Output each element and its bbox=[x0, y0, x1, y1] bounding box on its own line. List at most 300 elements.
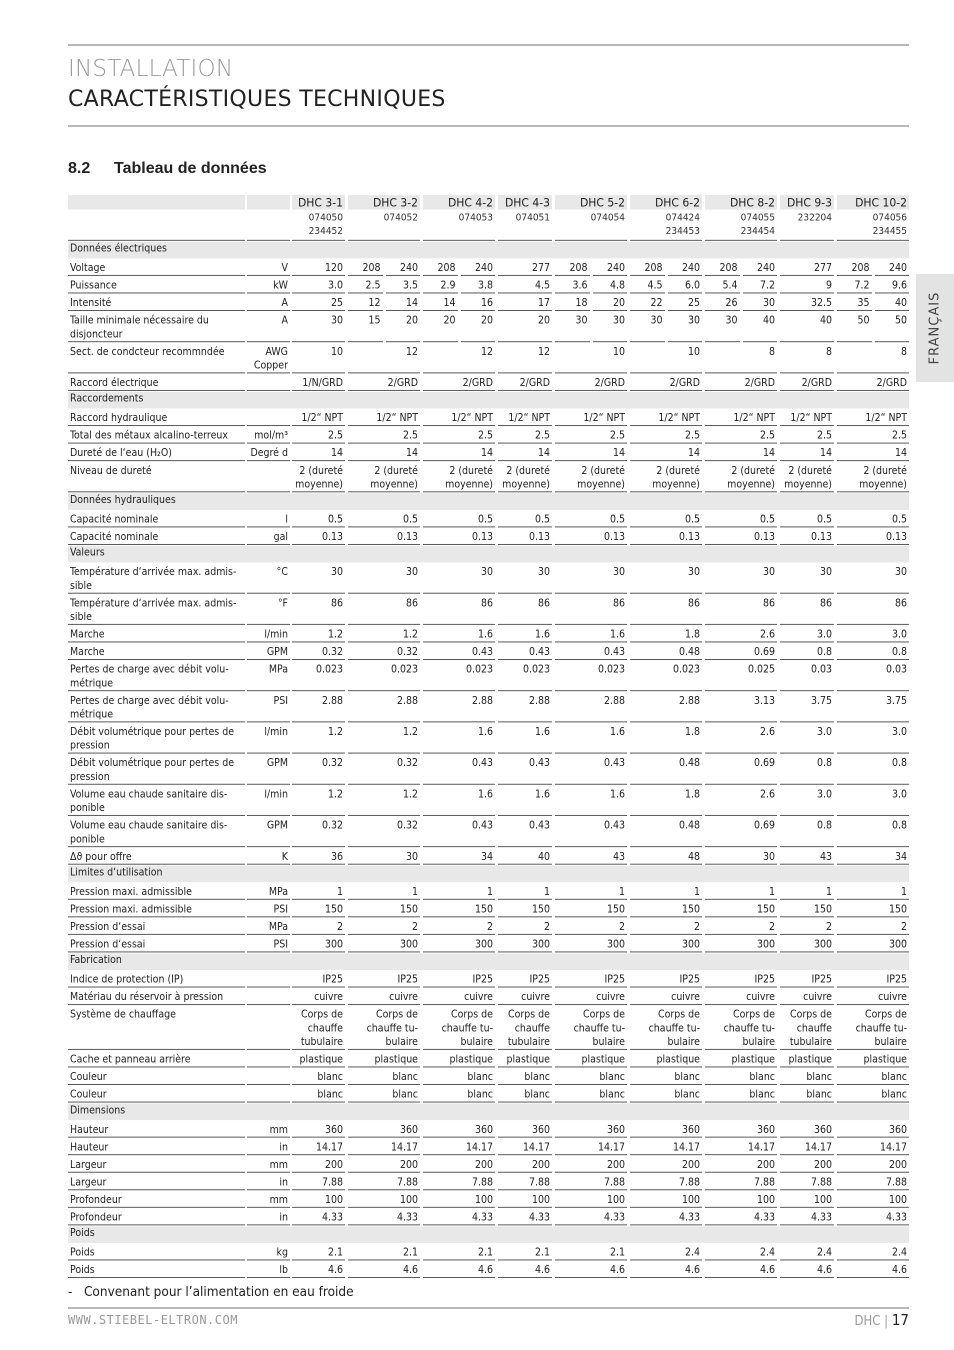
table-cell-value: 2 (dureté moyenne) bbox=[423, 462, 495, 492]
row-cell bbox=[630, 427, 702, 444]
table-row bbox=[68, 883, 909, 900]
row-cell bbox=[630, 1174, 702, 1191]
row-cell bbox=[423, 723, 495, 753]
row-cell bbox=[780, 409, 834, 426]
row-cell bbox=[705, 343, 777, 373]
model-code: 234452 bbox=[308, 226, 343, 237]
table-cell-value: 0.32 bbox=[348, 817, 420, 847]
row-cell bbox=[630, 1261, 702, 1278]
row-values bbox=[292, 277, 909, 294]
model-code: 074053 bbox=[458, 212, 493, 224]
row-cell bbox=[780, 427, 834, 444]
row-cell bbox=[705, 848, 777, 865]
row-cell bbox=[423, 1244, 495, 1261]
row-unit: °C bbox=[247, 563, 290, 593]
table-cell-value: 30 bbox=[555, 563, 627, 593]
table-cell-value: blanc bbox=[348, 1068, 420, 1085]
model-name: DHC 4-2 bbox=[423, 195, 495, 210]
row-cell bbox=[555, 1086, 627, 1103]
footnote: - Convenant pour l’alimentation en eau froide bbox=[68, 1284, 354, 1300]
row-unit bbox=[247, 374, 290, 391]
row-cell bbox=[555, 1121, 627, 1138]
table-cell-value: Corps de chauffe tubulaire bbox=[498, 1006, 552, 1050]
table-cell-value: 0.5 bbox=[780, 511, 834, 528]
row-cell bbox=[348, 462, 420, 492]
row-cell bbox=[705, 1191, 777, 1208]
table-cell-value: 20 bbox=[593, 294, 628, 311]
table-cell-value: 1.6 bbox=[555, 626, 627, 643]
row-cell bbox=[348, 786, 420, 816]
table-row bbox=[68, 723, 909, 753]
row-cell bbox=[780, 528, 834, 545]
table-row bbox=[68, 1006, 909, 1050]
row-unit: l/min bbox=[247, 723, 290, 753]
row-label: Largeur bbox=[68, 1156, 245, 1173]
row-cell bbox=[630, 409, 702, 426]
table-cell-value: 2/GRD bbox=[498, 374, 552, 391]
row-cell bbox=[630, 901, 702, 918]
row-cell bbox=[837, 1139, 909, 1156]
table-cell-value: 50 bbox=[837, 312, 872, 342]
table-cell-value: 1.6 bbox=[498, 626, 552, 643]
model-code: 074055 bbox=[740, 212, 775, 224]
row-cell bbox=[348, 528, 420, 545]
table-cell-value: 240 bbox=[461, 259, 496, 276]
row-cell bbox=[292, 445, 345, 462]
table-cell-value: 1.2 bbox=[292, 723, 345, 753]
row-values bbox=[292, 1086, 909, 1103]
table-row bbox=[68, 595, 909, 625]
row-cell bbox=[630, 595, 702, 625]
table-cell-value: 14 bbox=[705, 445, 777, 462]
row-cell bbox=[555, 1261, 627, 1278]
table-cell-value: 7.88 bbox=[630, 1174, 702, 1191]
model-code: 074051 bbox=[515, 212, 550, 224]
row-cell bbox=[292, 643, 345, 660]
row-cell bbox=[780, 936, 834, 953]
table-cell-value: 2.88 bbox=[498, 692, 552, 722]
table-cell-value: 4.6 bbox=[423, 1261, 495, 1278]
row-values bbox=[292, 883, 909, 900]
row-cell bbox=[837, 294, 909, 311]
row-cell bbox=[423, 374, 495, 391]
row-unit: l/min bbox=[247, 626, 290, 643]
table-cell-value: 1/2“ NPT bbox=[292, 409, 345, 426]
row-cell bbox=[705, 971, 777, 988]
row-cell bbox=[292, 1209, 345, 1226]
table-cell-value: 208 bbox=[630, 259, 665, 276]
row-cell bbox=[498, 259, 552, 276]
row-cell bbox=[705, 511, 777, 528]
row-cell bbox=[630, 883, 702, 900]
row-cell bbox=[498, 1261, 552, 1278]
row-cell bbox=[780, 1121, 834, 1138]
row-unit: MPa bbox=[247, 883, 290, 900]
footer-url[interactable]: WWW.STIEBEL-ELTRON.COM bbox=[68, 1313, 238, 1327]
table-cell-value: 1/2“ NPT bbox=[498, 409, 552, 426]
table-cell-value: 30 bbox=[348, 848, 420, 865]
row-cell bbox=[780, 901, 834, 918]
row-label: Pression maxi. admissible bbox=[68, 901, 245, 918]
table-cell-value: 30 bbox=[630, 563, 702, 593]
row-label: Pertes de charge avec débit volu-métrique bbox=[68, 661, 245, 691]
row-cell bbox=[423, 883, 495, 900]
row-cell bbox=[498, 786, 552, 816]
row-label: Volume eau chaude sanitaire dis-ponible bbox=[68, 817, 245, 847]
row-cell bbox=[498, 1051, 552, 1068]
row-cell bbox=[780, 723, 834, 753]
row-label: Hauteur bbox=[68, 1121, 245, 1138]
table-cell-value: 0.43 bbox=[498, 817, 552, 847]
row-cell bbox=[630, 1191, 702, 1208]
table-cell-value: 14 bbox=[423, 294, 458, 311]
table-cell-value: plastique bbox=[348, 1051, 420, 1068]
row-cell bbox=[292, 1086, 345, 1103]
table-cell-value: 14 bbox=[348, 445, 420, 462]
row-cell bbox=[630, 1068, 702, 1085]
table-cell-value: 2/GRD bbox=[423, 374, 495, 391]
table-cell-value: 208 bbox=[837, 259, 872, 276]
table-cell-value: 1/2“ NPT bbox=[630, 409, 702, 426]
table-cell-value: Corps de chauffe tubulaire bbox=[292, 1006, 345, 1050]
row-cell bbox=[348, 595, 420, 625]
row-cell bbox=[780, 755, 834, 785]
table-cell-value: 2/GRD bbox=[630, 374, 702, 391]
table-cell-value: cuivre bbox=[292, 988, 345, 1005]
row-cell bbox=[630, 1209, 702, 1226]
table-cell-value: 0.69 bbox=[705, 817, 777, 847]
table-cell-value: 0.32 bbox=[348, 755, 420, 785]
table-cell-value: 3.0 bbox=[837, 786, 909, 816]
row-cell bbox=[348, 409, 420, 426]
row-cell bbox=[837, 786, 909, 816]
data-table bbox=[68, 195, 909, 1278]
row-cell bbox=[705, 1068, 777, 1085]
row-cell bbox=[498, 883, 552, 900]
row-cell bbox=[780, 971, 834, 988]
table-group-header: Limites d‘utilisation bbox=[68, 866, 909, 883]
row-cell bbox=[292, 462, 345, 492]
table-cell-value: 2.6 bbox=[705, 723, 777, 753]
row-cell bbox=[423, 445, 495, 462]
row-cell bbox=[498, 723, 552, 753]
row-cell bbox=[837, 901, 909, 918]
row-cell bbox=[630, 848, 702, 865]
row-cell bbox=[780, 1068, 834, 1085]
row-cell bbox=[292, 626, 345, 643]
row-cell bbox=[498, 277, 552, 294]
table-cell-value: 360 bbox=[498, 1121, 552, 1138]
row-cell bbox=[292, 901, 345, 918]
table-row bbox=[68, 918, 909, 935]
row-cell bbox=[630, 563, 702, 593]
row-values bbox=[292, 936, 909, 953]
table-row bbox=[68, 427, 909, 444]
table-cell-value: Corps de chauffe tu-bulaire bbox=[423, 1006, 495, 1050]
table-cell-value: blanc bbox=[292, 1068, 345, 1085]
row-unit: A bbox=[247, 294, 290, 311]
table-row bbox=[68, 445, 909, 462]
row-cell bbox=[780, 277, 834, 294]
row-cell bbox=[630, 755, 702, 785]
row-cell bbox=[705, 1244, 777, 1261]
table-cell-value: 0.43 bbox=[498, 755, 552, 785]
row-cell bbox=[423, 1006, 495, 1050]
table-cell-value: 2.5 bbox=[837, 427, 909, 444]
row-cell bbox=[837, 1051, 909, 1068]
header-codes bbox=[292, 210, 909, 241]
row-cell bbox=[630, 294, 702, 311]
table-cell-value: 240 bbox=[593, 259, 628, 276]
table-cell-value: 4.6 bbox=[292, 1261, 345, 1278]
row-cell bbox=[498, 1156, 552, 1173]
table-cell-value: 14.17 bbox=[423, 1139, 495, 1156]
table-cell-value: blanc bbox=[780, 1086, 834, 1103]
table-cell-value: 2.5 bbox=[348, 277, 383, 294]
footer-rule bbox=[68, 1307, 909, 1309]
row-cell bbox=[498, 661, 552, 691]
table-cell-value: 40 bbox=[780, 312, 834, 342]
row-cell bbox=[555, 786, 627, 816]
row-cell bbox=[348, 1121, 420, 1138]
row-unit bbox=[247, 409, 290, 426]
row-cell bbox=[423, 1068, 495, 1085]
row-values bbox=[292, 755, 909, 785]
table-cell-value: 4.5 bbox=[498, 277, 552, 294]
table-cell-value: 1 bbox=[423, 883, 495, 900]
table-cell-value: 4.33 bbox=[630, 1209, 702, 1226]
row-cell bbox=[555, 528, 627, 545]
row-cell bbox=[705, 755, 777, 785]
row-cell bbox=[498, 343, 552, 373]
table-cell-value: 2.5 bbox=[348, 427, 420, 444]
row-cell bbox=[630, 971, 702, 988]
model-name: DHC 8-2 bbox=[705, 195, 777, 210]
row-cell bbox=[498, 1244, 552, 1261]
table-cell-value: 2.5 bbox=[423, 427, 495, 444]
table-cell-value: 0.5 bbox=[630, 511, 702, 528]
model-codes bbox=[630, 210, 702, 241]
row-cell bbox=[423, 511, 495, 528]
table-cell-value: plastique bbox=[780, 1051, 834, 1068]
row-values bbox=[292, 1191, 909, 1208]
table-cell-value: 2 bbox=[780, 918, 834, 935]
table-cell-value: 0.8 bbox=[780, 643, 834, 660]
row-cell bbox=[498, 1191, 552, 1208]
table-cell-value: 25 bbox=[292, 294, 345, 311]
row-label: Dureté de l‘eau (H₂O) bbox=[68, 445, 245, 462]
row-unit: PSI bbox=[247, 692, 290, 722]
table-cell-value: 0.43 bbox=[555, 817, 627, 847]
row-cell bbox=[705, 259, 777, 276]
table-cell-value: 1.2 bbox=[348, 723, 420, 753]
row-cell bbox=[705, 563, 777, 593]
row-cell bbox=[555, 409, 627, 426]
row-cell bbox=[423, 259, 495, 276]
row-label: Puissance bbox=[68, 277, 245, 294]
row-cell bbox=[423, 1191, 495, 1208]
table-cell-value: 0.13 bbox=[292, 528, 345, 545]
table-row bbox=[68, 462, 909, 492]
table-cell-value: 30 bbox=[705, 312, 740, 342]
row-unit bbox=[247, 1068, 290, 1085]
row-cell bbox=[837, 409, 909, 426]
table-cell-value: 0.5 bbox=[705, 511, 777, 528]
row-cell bbox=[555, 755, 627, 785]
table-cell-value: 3.0 bbox=[780, 786, 834, 816]
table-cell-value: 0.023 bbox=[630, 661, 702, 691]
table-cell-value: 0.48 bbox=[630, 817, 702, 847]
model-name: DHC 9-3 bbox=[780, 195, 834, 210]
model-name: DHC 3-2 bbox=[348, 195, 420, 210]
table-cell-value: 0.43 bbox=[498, 643, 552, 660]
row-cell bbox=[837, 1086, 909, 1103]
table-cell-value: 0.13 bbox=[705, 528, 777, 545]
row-cell bbox=[837, 936, 909, 953]
row-cell bbox=[555, 692, 627, 722]
row-cell bbox=[292, 1051, 345, 1068]
table-cell-value: 360 bbox=[630, 1121, 702, 1138]
model-name: DHC 6-2 bbox=[630, 195, 702, 210]
model-codes bbox=[423, 210, 495, 241]
row-values bbox=[292, 1068, 909, 1085]
table-cell-value: blanc bbox=[837, 1086, 909, 1103]
row-cell bbox=[837, 511, 909, 528]
row-cell bbox=[555, 901, 627, 918]
table-row bbox=[68, 374, 909, 391]
row-label: Poids bbox=[68, 1244, 245, 1261]
table-cell-value: 0.43 bbox=[423, 817, 495, 847]
table-cell-value: 240 bbox=[668, 259, 703, 276]
row-cell bbox=[423, 1174, 495, 1191]
table-row bbox=[68, 901, 909, 918]
row-unit bbox=[247, 1051, 290, 1068]
row-values bbox=[292, 1261, 909, 1278]
row-cell bbox=[498, 1174, 552, 1191]
model-codes bbox=[837, 210, 909, 241]
table-cell-value: 8 bbox=[705, 343, 777, 373]
model-code: 074052 bbox=[383, 212, 418, 224]
table-cell-value: 2 (dureté moyenne) bbox=[498, 462, 552, 492]
table-cell-value: 2.1 bbox=[498, 1244, 552, 1261]
table-cell-value: 3.0 bbox=[837, 626, 909, 643]
table-cell-value: 1.8 bbox=[630, 786, 702, 816]
row-cell bbox=[705, 1156, 777, 1173]
row-cell bbox=[348, 1244, 420, 1261]
row-cell bbox=[780, 1209, 834, 1226]
table-row bbox=[68, 1156, 909, 1173]
table-cell-value: 14.17 bbox=[498, 1139, 552, 1156]
row-label: Niveau de dureté bbox=[68, 462, 245, 492]
row-cell bbox=[423, 1261, 495, 1278]
table-cell-value: 35 bbox=[837, 294, 872, 311]
row-values bbox=[292, 1139, 909, 1156]
table-cell-value: 200 bbox=[837, 1156, 909, 1173]
table-cell-value: blanc bbox=[348, 1086, 420, 1103]
row-cell bbox=[555, 294, 627, 311]
table-cell-value: 12 bbox=[348, 294, 383, 311]
table-cell-value: 0.023 bbox=[292, 661, 345, 691]
row-cell bbox=[423, 786, 495, 816]
row-cell bbox=[630, 1244, 702, 1261]
table-cell-value: 0.03 bbox=[837, 661, 909, 691]
table-cell-value: plastique bbox=[292, 1051, 345, 1068]
row-cell bbox=[705, 409, 777, 426]
row-cell bbox=[555, 936, 627, 953]
table-cell-value: 2.1 bbox=[555, 1244, 627, 1261]
table-row bbox=[68, 259, 909, 276]
row-cell bbox=[498, 1121, 552, 1138]
row-cell bbox=[348, 563, 420, 593]
row-cell bbox=[630, 1051, 702, 1068]
row-label: Marche bbox=[68, 643, 245, 660]
row-cell bbox=[498, 643, 552, 660]
table-cell-value: 30 bbox=[705, 848, 777, 865]
row-cell bbox=[837, 259, 909, 276]
table-cell-value: 120 bbox=[292, 259, 345, 276]
table-cell-value: 2 (dureté moyenne) bbox=[630, 462, 702, 492]
table-cell-value: 4.6 bbox=[630, 1261, 702, 1278]
row-label: Cache et panneau arrière bbox=[68, 1051, 245, 1068]
row-cell bbox=[423, 409, 495, 426]
row-cell bbox=[348, 1174, 420, 1191]
table-cell-value: 4.6 bbox=[498, 1261, 552, 1278]
table-cell-value: 0.69 bbox=[705, 755, 777, 785]
table-cell-value: 208 bbox=[705, 259, 740, 276]
row-cell bbox=[292, 936, 345, 953]
row-cell bbox=[837, 1006, 909, 1050]
table-cell-value: 30 bbox=[668, 312, 703, 342]
table-cell-value: Corps de chauffe tu-bulaire bbox=[555, 1006, 627, 1050]
row-cell bbox=[348, 1209, 420, 1226]
row-label: Voltage bbox=[68, 259, 245, 276]
row-cell bbox=[292, 343, 345, 373]
row-label: Raccord hydraulique bbox=[68, 409, 245, 426]
table-cell-value: 2/GRD bbox=[780, 374, 834, 391]
table-cell-value: 2 bbox=[630, 918, 702, 935]
table-cell-value: cuivre bbox=[630, 988, 702, 1005]
table-cell-value: 300 bbox=[837, 936, 909, 953]
table-cell-value: 4.8 bbox=[593, 277, 628, 294]
table-cell-value: 1.6 bbox=[555, 786, 627, 816]
row-cell bbox=[423, 294, 495, 311]
row-cell bbox=[555, 661, 627, 691]
table-cell-value: 0.43 bbox=[555, 755, 627, 785]
row-cell bbox=[292, 511, 345, 528]
table-cell-value: 6.0 bbox=[668, 277, 703, 294]
table-cell-value: 2 bbox=[837, 918, 909, 935]
row-cell bbox=[705, 1139, 777, 1156]
table-cell-value: blanc bbox=[555, 1086, 627, 1103]
row-cell bbox=[780, 595, 834, 625]
table-cell-value: 30 bbox=[593, 312, 628, 342]
language-tab-label: FRANÇAIS bbox=[927, 291, 943, 365]
table-cell-value: 1.2 bbox=[348, 786, 420, 816]
row-cell bbox=[348, 971, 420, 988]
row-cell bbox=[705, 374, 777, 391]
row-unit bbox=[247, 462, 290, 492]
table-cell-value: 2 bbox=[423, 918, 495, 935]
table-cell-value: 100 bbox=[837, 1191, 909, 1208]
row-cell bbox=[555, 817, 627, 847]
row-cell bbox=[630, 661, 702, 691]
table-row bbox=[68, 312, 909, 342]
table-cell-value: 4.33 bbox=[555, 1209, 627, 1226]
table-cell-value: 1 bbox=[555, 883, 627, 900]
row-cell bbox=[630, 1086, 702, 1103]
row-cell bbox=[555, 1174, 627, 1191]
row-cell bbox=[837, 626, 909, 643]
